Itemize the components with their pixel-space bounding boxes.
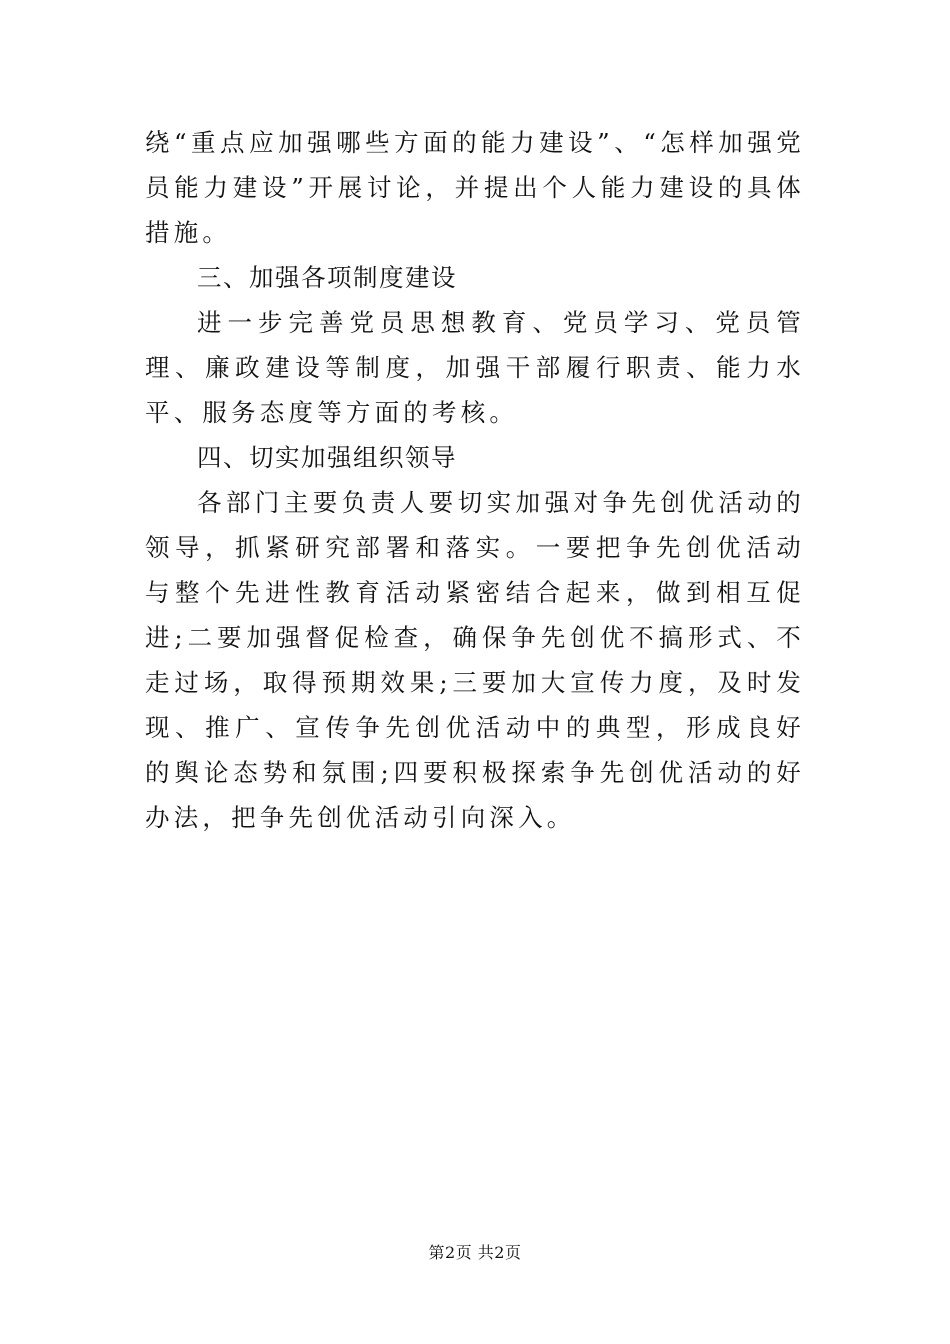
- page-number-footer: 第2页 共2页: [428, 1243, 522, 1262]
- paragraph-continuation: 绕“重点应加强哪些方面的能力建设”、“怎样加强党员能力建设”开展讨论，并提出个人能力建设的具体措施。: [145, 128, 805, 247]
- paragraph-leadership: 各部门主要负责人要切实加强对争先创优活动的领导，抓紧研究部署和落实。一要把争先创优活动与整个先进性教育活动紧密结合起来，做到相互促进;二要加强督促检查，确保争先创优不搞形式、不走过场，取得预期效果;三要加大宣传力度，及时发现、推广、宣传争先创优活动中的典型，形成良好的舆论态势和氛围;四要积极探索争先创优活动的好办法，把争先创优活动引向深入。: [145, 488, 805, 832]
- document-body: [145, 120, 805, 840]
- paragraph-institution-building: 进一步完善党员思想教育、党员学习、党员管理、廉政建设等制度，加强干部履行职责、能力水平、服务态度等方面的考核。: [145, 308, 805, 427]
- section-heading-4: 四、切实加强组织领导: [197, 443, 457, 472]
- section-heading-3: 三、加强各项制度建设: [197, 263, 457, 292]
